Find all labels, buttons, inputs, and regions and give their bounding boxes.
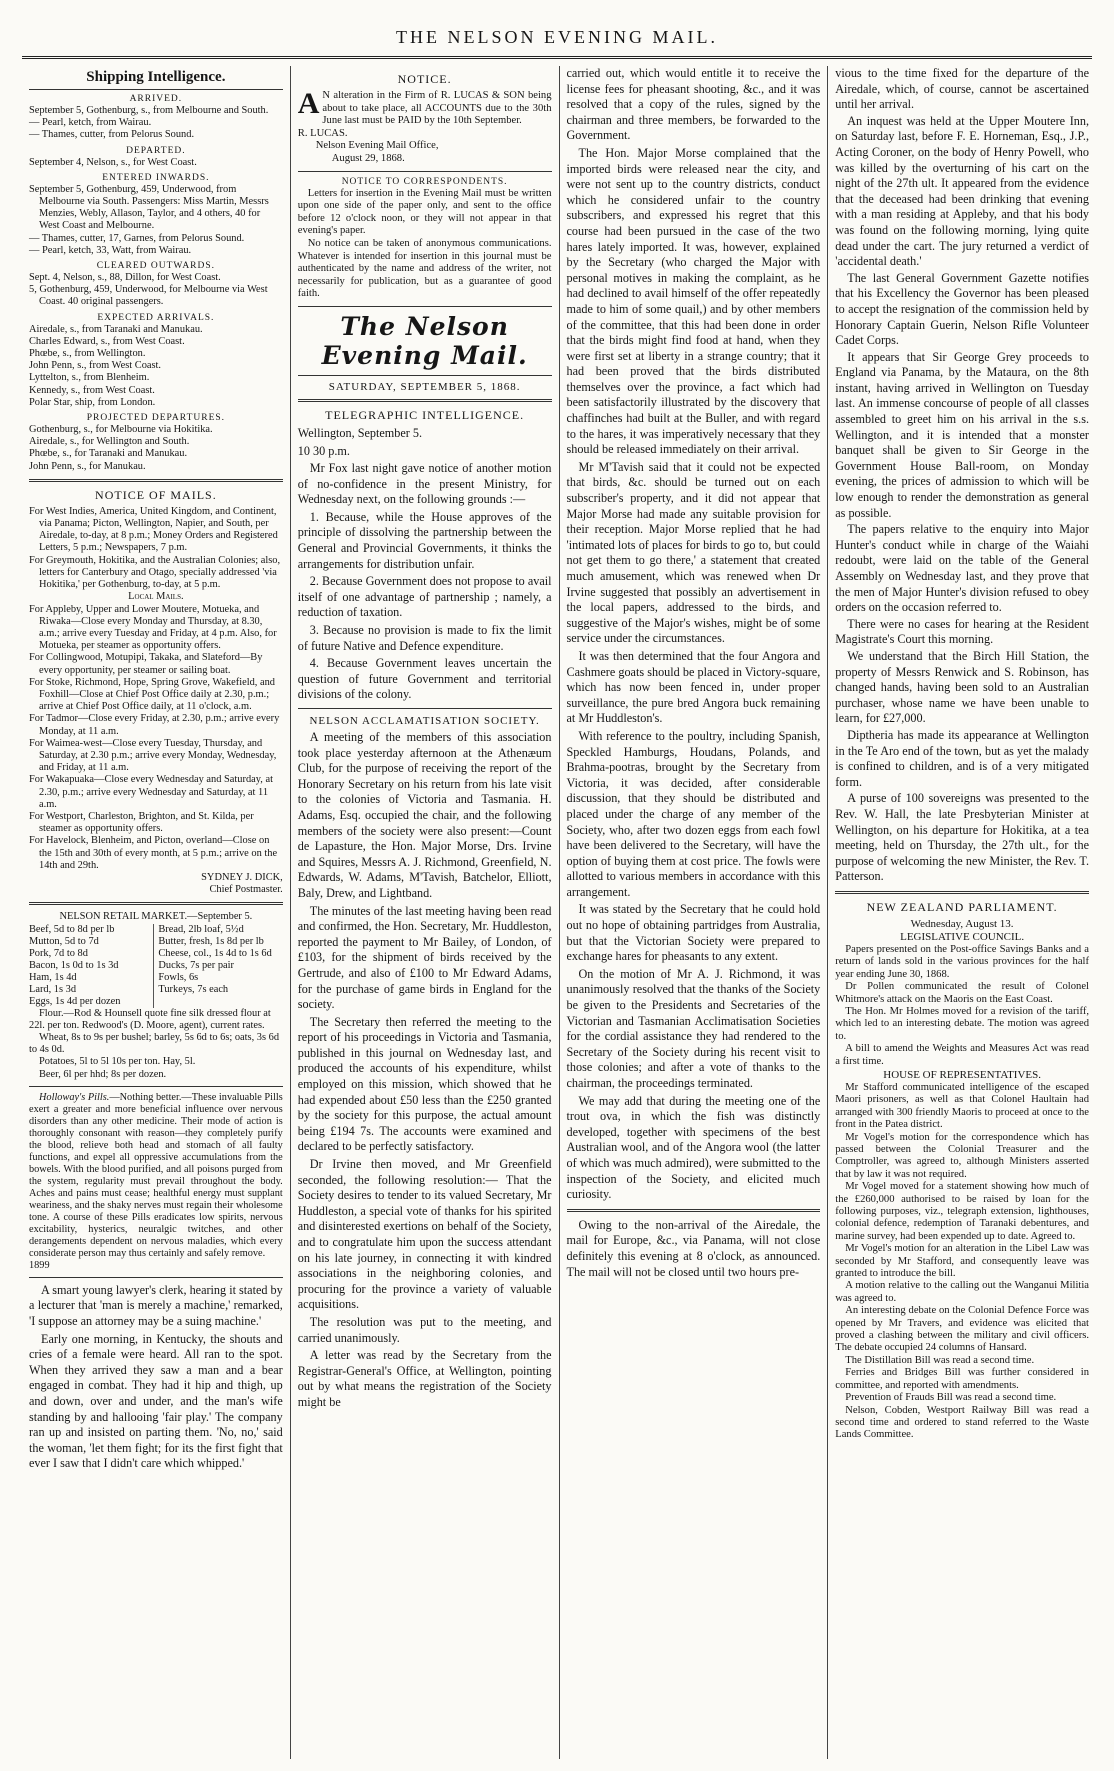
market-item: Ham, 1s 4d bbox=[29, 971, 77, 983]
paragraph: Letters for insertion in the Evening Mail must be written upon one side of the paper only, and sent to the office before 12 o'clock noon, or they will not appear in that evening's paper. bbox=[297, 187, 552, 237]
list-item: For Stoke, Richmond, Hope, Spring Grove, Wakefield, and Foxhill—Close at Chief Post Office daily at 2.30, p.m.; arrive at Chief Post Office daily, at 11 o'clock, a.m. bbox=[29, 676, 276, 713]
paragraph: A motion relative to the calling out the Wanganui Militia was agreed to. bbox=[835, 1280, 1089, 1304]
paragraph: No notice can be taken of anonymous communications. Whatever is intended for insertion in this journal must be authenticated by the name and address of the writer, not necessarily for publication, but as a guarantee of good faith. bbox=[297, 237, 552, 300]
telegraphic-time: 10 30 p.m. bbox=[297, 443, 350, 458]
list-item: For Appleby, Upper and Lower Moutere, Motueka, and Riwaka—Close every Monday and Thursday, at 8.30, a.m.; arrive every Tuesday and Friday, at 4 p.m. Also, for Motueka, per steamer as opportunity offers. bbox=[29, 603, 277, 652]
list-item: For Tadmor—Close every Friday, at 2.30, p.m.; arrive every Monday, at 11 a.m. bbox=[29, 713, 280, 737]
telegraphic-place: Wellington, September 5. bbox=[297, 425, 423, 440]
market-item: Lard, 1s 3d bbox=[29, 983, 77, 995]
market-item: Mutton, 5d to 7d bbox=[29, 935, 99, 947]
correspondents-title: NOTICE TO CORRESPONDENTS. bbox=[341, 176, 508, 187]
paragraph: It was stated by the Secretary that he could hold out no hope of obtaining partridges from Australia, but that the Victorian Society were prepared to exchange hares for pheasants to any extent. bbox=[566, 902, 821, 964]
local-mails-heading: Local Mails. bbox=[128, 591, 184, 603]
paragraph: The Distillation Bill was read a second time. bbox=[845, 1354, 1035, 1366]
column-2 bbox=[290, 66, 559, 1759]
paragraph: Prevention of Frauds Bill was read a second time. bbox=[845, 1392, 1057, 1404]
list-item: Phœbe, s., from Wellington. bbox=[29, 348, 146, 360]
masthead-rule bbox=[22, 56, 1092, 59]
paragraph: Dr Irvine then moved, and Mr Greenfield seconded, the following resolution:— That the Society desires to tender to its valued Secretary, Mr Huddleston, a special vote of thanks for his spirited and disinterested exertions on behalf of the Society, and to congratulate him upon the success attendant on his late journey, in connecting it with kindred associations in the neighboring colonies, and procuring for the province a variety of valuable acquisitions. bbox=[297, 1157, 552, 1312]
market-item: Ducks, 7s per pair bbox=[158, 959, 234, 971]
divider bbox=[298, 171, 552, 172]
divider bbox=[835, 891, 1089, 894]
market-table bbox=[29, 924, 283, 1008]
paragraph: Ferries and Bridges Bill was further considered in committee, and reported with amendments. bbox=[835, 1367, 1089, 1391]
paragraph: A bill to amend the Weights and Measures Act was read a first time. bbox=[835, 1043, 1089, 1067]
telegraphic-title: TELEGRAPHIC INTELLIGENCE. bbox=[325, 407, 525, 422]
column-3 bbox=[559, 66, 828, 1759]
paragraph: There were no cases for hearing at the Resident Magistrate's Court this morning. bbox=[835, 616, 1089, 647]
paragraph: The resolution was put to the meeting, and carried unanimously. bbox=[297, 1314, 552, 1345]
departed-heading: DEPARTED. bbox=[126, 145, 186, 156]
divider bbox=[29, 1086, 283, 1087]
notice-box bbox=[297, 87, 552, 166]
list-item: For Havelock, Blenheim, and Picton, overland—Close on the 15th and 30th of every month, at 5 p.m.; arrive on the 14th and 29th. bbox=[29, 835, 278, 871]
projected-heading: PROJECTED DEPARTURES. bbox=[86, 413, 226, 424]
market-item: Bread, 2lb loaf, 5½d bbox=[158, 923, 244, 935]
notice-text: N alteration in the Firm of R. LUCAS & SON being about to take place, all ACCOUNTS due to the 30th June last must be PAID by the 10th September. bbox=[322, 90, 552, 127]
paragraph: A smart young lawyer's clerk, hearing it stated by a lecturer that 'man is merely a machine,' remarked, 'I suppose an attorney may be a suing machine.' bbox=[29, 1282, 283, 1328]
parliament-date: Wednesday, August 13. bbox=[910, 917, 1014, 930]
paragraph: Nelson, Cobden, Westport Railway Bill was read a second time and ordered to stand referred to the Waste Lands Committee. bbox=[835, 1404, 1089, 1441]
market-item: Turkeys, 7s each bbox=[158, 983, 229, 995]
list-item: Charles Edward, s., from West Coast. bbox=[29, 335, 185, 347]
market-col-left bbox=[29, 924, 153, 1008]
paragraph: The minutes of the last meeting having been read and confirmed, the Hon. Secretary, Mr. Huddleston, reported the payment to Mr Bailey, of London, of £103, for the shipment of birds received by the Gertrude, and also of £100 to Mr Edward Adams, for the purchase of game birds in England for the society. bbox=[297, 903, 552, 1012]
acclim-body-1 bbox=[298, 730, 552, 1411]
divider bbox=[29, 1277, 283, 1278]
paragraph: Dr Pollen communicated the result of Colonel Whitmore's attack on the Maoris on the East Coast. bbox=[835, 981, 1089, 1005]
arrived-heading: ARRIVED. bbox=[129, 94, 183, 104]
paragraph: The Hon. Major Morse complained that the imported birds were released near the city, and were not sent up to the country districts, conduct which he considered unfair to the country subscribers, and expressed his regret that this course had been pursued in the case of the two hares lately imported. It was, however, explained by the Secretary (who charged the Major with personal motives in making the complaint, as he had declined to avail himself of the offer repeatedly made to him of some quail,) and by other members of the committee, that this had been done in order that the birds might find food at hand, when they were first set at liberty in a strange country; that it had been proved that the birds distributed themselves over the province, a fact which had been satisfactorily illustrated by the discovery that chaffinches had built at the Buller, and with regard to the hares, it was imperatively necessary that they should be released immediately on their arrival. bbox=[566, 145, 821, 457]
holloway-title: Holloway's Pills. bbox=[39, 1091, 110, 1103]
divider bbox=[298, 306, 552, 307]
paragraph: Mr Vogel's motion for the correspondence which has passed between the Colonial Treasurer and the Comptroller, was agreed to, although Ministers asserted that by law it was not required. bbox=[835, 1131, 1089, 1180]
paragraph: Papers presented on the Post-office Savings Banks and a return of lands sold in the various provinces for the half year ending June 30, 1868. bbox=[835, 943, 1089, 980]
arrived-list bbox=[29, 105, 283, 142]
paragraph: 2. Because Government does not propose to avail itself of one advantage of partnership ; namely, a reduction of taxation. bbox=[297, 574, 552, 620]
masthead: THE NELSON EVENING MAIL. bbox=[396, 27, 718, 47]
list-item: For Collingwood, Motupipi, Takaka, and Slateford—By every opportunity, per steamer or sailing boat. bbox=[29, 652, 263, 676]
market-item: Eggs, 1s 4d per dozen bbox=[29, 995, 121, 1007]
notice-date: August 29, 1868. bbox=[331, 152, 405, 164]
divider bbox=[298, 708, 552, 709]
market-item: Butter, fresh, 1s 8d per lb bbox=[158, 935, 264, 947]
paragraph: Mr Vogel's motion for an alteration in the Libel Law was seconded by Mr Stafford, and consequently leave was granted to introduce the bill. bbox=[835, 1243, 1089, 1280]
postmaster-signature: SYDNEY J. DICK, bbox=[201, 871, 283, 883]
paragraph: Early one morning, in Kentucky, the shouts and cries of a female were heard. All ran to the spot. When they arrived they saw a man and a bear engaged in combat. They had it hip and thigh, up and down, over and under, and the man's wife standing by and hallooing 'fair play.' The company ran up and insisted on parting them. 'No, no,' said the woman, 'let them fight; for its the first fight that ever I saw that I didn't care which whipped.' bbox=[29, 1331, 283, 1471]
paragraph: An inquest was held at the Upper Moutere Inn, on Saturday last, before F. E. Horneman, Esq., J.P., Acting Coroner, on the body of Henry Powell, who was killed by the overturning of his cart on the night of the 27th ult. It appeared from the evidence that the deceased had been drinking that evening with a man residing at Appleby, and that his body was found on the following morning, lying quite dead under the cart. The jury returned a verdict of 'accidental death.' bbox=[835, 113, 1089, 269]
council-heading: LEGISLATIVE COUNCIL. bbox=[900, 930, 1025, 943]
telegraphic-body bbox=[298, 426, 552, 703]
market-item: Bacon, 1s 0d to 1s 3d bbox=[29, 959, 119, 971]
list-item: For Westport, Charleston, Brighton, and St. Kilda, per steamer as opportunity offers. bbox=[29, 810, 254, 835]
market-note: Potatoes, 5l to 5l 10s per ton. Hay, 5l. bbox=[39, 1056, 196, 1068]
paragraph: A meeting of the members of this association took place yesterday afternoon at the Athenæum Club, for the purpose of receiving the report of the Honorary Secretary on his return from his late visit to the colonies of Victoria and Tasmania. H. Adams, Esq. occupied the chair, and the following members of the society were also present:—Count de Lapasture, the Hon. Major Morse, Drs. Irvine and Squires, Messrs A. J. Richmond, Greenfield, N. Edwards, W. Adams, M'Tavish, Batchelor, Elliott, Baly, Drew, and Lightband. bbox=[297, 730, 552, 900]
divider bbox=[298, 375, 552, 376]
list-item: Lyttelton, s., from Blenheim. bbox=[29, 372, 150, 384]
market-col-right bbox=[153, 924, 282, 1008]
correspondents-notice bbox=[298, 188, 552, 301]
paragraph: We may add that during the meeting one of the trout ova, in which the fish was distinctly developed, together with specimens of the best Australian wool, and of the Angora wool (the latter of which was much admired), were submitted to the inspection of the Society, and elicited much curiosity. bbox=[566, 1093, 821, 1202]
airedale-notice bbox=[567, 1218, 821, 1280]
paragraph: 4. Because Government leaves uncertain the question of future Government and territorial divisions of the colony. bbox=[297, 656, 552, 702]
list-item: — Pearl, ketch, from Wairau. bbox=[29, 117, 152, 129]
paragraph: The Secretary then referred the meeting to the report of his proceedings in Victoria and Tasmania, published in this journal on Wednesday last, and produced the accounts of his expenditure, whilst employed on this mission, which showed that he had expended about £50 less than the £250 granted by the society for this purpose, the actual amount being £194 7s. The accounts were examined and declared to be perfectly satisfactory. bbox=[297, 1014, 552, 1154]
cleared-heading: CLEARED OUTWARDS. bbox=[96, 261, 216, 272]
paragraph: A purse of 100 sovereigns was presented to the Rev. W. Hall, the late Presbyterian Minister at Wellington, on his departure for Hokitika, at a tea meeting, held on Thursday, the 27th ult., for the purpose of welcoming the new Minister, the Rev. T. Patterson. bbox=[835, 791, 1089, 884]
list-item: — Pearl, ketch, 33, Watt, from Wairau. bbox=[29, 244, 192, 256]
postmaster-title: Chief Postmaster. bbox=[209, 884, 283, 896]
list-item: For Waimea-west—Close every Tuesday, Thursday, and Saturday, at 2.30 p.m.; arrive every Monday, Wednesday, and Friday, at 11 a.m. bbox=[29, 737, 277, 774]
expected-heading: EXPECTED ARRIVALS. bbox=[97, 312, 215, 323]
paragraph: Owing to the non-arrival of the Airedale, the mail for Europe, &c., via Panama, will not close definitely this evening at 8 o'clock, as announced. The mail will not be closed until two hours pre- bbox=[566, 1217, 821, 1279]
holloway-text: —Nothing better.—These invaluable Pills exert a greater and more beneficial influence over nervous disorders than any other medicine. Their mode of action is thoroughly consonant with reason—they completely purify the blood, relieve both head and stomach of all faulty functions, and expel all oppressive accumulations from the bowels. With the blood purified, and all poisons purged from the system, regularity must prevail throughout the body. Aches and pains must cease; healthful energy must supplant weariness, and the shaky nerves must regain their wholesome tone. A course of these Pills eradicates low spirits, nervous excitability, hysterics, neuralgic twitches, and other derangements dependent on nervous maladies, which every considerate person may thus certainly and safely remove. bbox=[29, 1091, 283, 1259]
market-note: Flour.—Rod & Hounsell quote fine silk dressed flour at 22l. per ton. Redwood's (D. Moore, agent), current rates. bbox=[29, 1007, 271, 1031]
paragraph: An interesting debate on the Colonial Defence Force was opened by Mr Travers, and evidence was elicited that proved a clashing between the military and civil officers. The debate occupied 24 columns of Hansard. bbox=[835, 1305, 1089, 1354]
market-item: Fowls, 6s bbox=[158, 971, 199, 983]
anecdotes bbox=[29, 1283, 283, 1472]
dateline: SATURDAY, SEPTEMBER 5, 1868. bbox=[328, 380, 521, 393]
paragraph: Diptheria has made its appearance at Wellington in the Te Aro end of the town, but as yet the malady is confined to children, and is of a very mitigated form. bbox=[835, 727, 1089, 789]
divider bbox=[29, 479, 283, 482]
list-item: John Penn, s., for Manukau. bbox=[29, 460, 146, 472]
list-item: Airedale, s., for Wellington and South. bbox=[29, 436, 190, 448]
paragraph: Mr Stafford communicated intelligence of the escaped Maori prisoners, as well as that Colonel Haultain had arranged with 300 friendly Maoris to proceed at once to the front in the Patea district. bbox=[835, 1081, 1089, 1131]
market-note: Beer, 6l per hhd; 8s per dozen. bbox=[39, 1068, 167, 1080]
paragraph: carried out, which would entitle it to receive the license fees for pheasant shooting, &c., and it was resolved that a copy of the rules, signed by the chairman and three members, be forwarded to the Government. bbox=[566, 66, 821, 143]
list-item: September 5, Gothenburg, 459, Underwood, from Melbourne via South. Passengers: Miss Martin, Messrs Menzies, Webly, Allason, Taylor, and 4 others, 40 for West Coast and Melbourne. bbox=[29, 183, 269, 232]
list-item: Kennedy, s., from West Coast. bbox=[29, 384, 155, 396]
market-item: Cheese, col., 1s 4d to 1s 6d bbox=[158, 947, 272, 959]
divider bbox=[29, 902, 283, 905]
list-item: 5, Gothenburg, 459, Underwood, for Melbourne via West Coast. 40 original passengers. bbox=[29, 284, 268, 308]
divider bbox=[567, 1209, 821, 1212]
holloway-ad bbox=[29, 1092, 283, 1272]
notice-office: Nelson Evening Mail Office, bbox=[315, 140, 439, 152]
list-item: — Thames, cutter, 17, Garnes, from Pelorus Sound. bbox=[29, 232, 245, 244]
paragraph: 3. Because no provision is made to fix the limit of future Native and Defence expenditure. bbox=[297, 623, 552, 653]
holloway-code: 1899 bbox=[29, 1259, 50, 1271]
paragraph: It was then determined that the four Angora and Cashmere goats should be placed in Victory-square, which has now been fenced in, under proper surveillance, the pure bred Angora buck remaining at Mr Huddleston's. bbox=[566, 648, 821, 726]
paragraph: Mr M'Tavish said that it could not be expected that birds, &c. should be turned out on each subscriber's property, and it did not appear that Major Morse had made any suitable provision for their reception. Major Morse replied that he had 'intimated lots of places for birds to go to, but could not get them to go there,' a statement that created much amusement, which was renewed when Dr Irvine suggested that possibly an advertisement in the local papers, addressed to the birds, and suggestive of the Major's wishes, might be of some service under the circumstances. bbox=[566, 459, 821, 646]
divider bbox=[298, 399, 552, 402]
acclim-title: NELSON ACCLAMATISATION SOCIETY. bbox=[309, 715, 540, 727]
list-item: For Greymouth, Hokitika, and the Australian Colonies; also, letters for Canterbury and Otago, specially addressed 'via Hokitika,' per Gothenburg, to-day, at 5 p.m. bbox=[29, 554, 281, 591]
list-item: Phœbe, s., for Taranaki and Manukau. bbox=[29, 448, 188, 460]
list-item: For Wakapuaka—Close every Wednesday and Saturday, at 2.30, p.m.; arrive every Wednesday and Saturday, at 11 a.m. bbox=[29, 774, 273, 810]
entered-heading: ENTERED INWARDS. bbox=[102, 172, 210, 183]
paragraph: It appears that Sir George Grey proceeds to England via Panama, by the Mataura, on the 8th instant, having arrived in Wellington on Tuesday last. An immense concourse of people of all classes assembled to greet him on his arrival in the s.s. Wellington, and it is intended that a monster banquet shall be given to Sir George in the Government House Ball-room, on Monday evening, the prices of admission to which will be low enough to render the demonstration as general as possible. bbox=[835, 349, 1089, 520]
list-item: September 4, Nelson, s., for West Coast. bbox=[29, 156, 197, 168]
column-4 bbox=[827, 66, 1096, 1759]
notice-title: NOTICE. bbox=[397, 72, 452, 86]
list-item: Polar Star, ship, from London. bbox=[29, 396, 156, 408]
paragraph: vious to the time fixed for the departure of the Airedale, which, of course, cannot be ascertained until her arrival. bbox=[835, 66, 1089, 112]
paragraph: The last General Government Gazette notifies that his Excellency the Governor has been pleased to accept the resignation of the commission held by Honorary Captain Guerin, Nelson Rifle Volunteer Cadet Corps. bbox=[835, 270, 1089, 348]
paragraph: With reference to the poultry, including Spanish, Speckled Hamburgs, Houdans, Polands, and Brahma-pootras, brought by the Secretary from Victoria, it was decided, after considerable discussion, that they should be distributed and placed under the charge of any member of the Society, who, after two dozen eggs from each fowl have been delivered to the Secretary, will have the option of buying them at cost price. The fowls were allotted to various members in accordance with this arrangement. bbox=[566, 728, 821, 899]
house-heading: HOUSE OF REPRESENTATIVES. bbox=[883, 1068, 1041, 1081]
notice-dropcap: A bbox=[297, 87, 320, 120]
paragraph: A letter was read by the Secretary from the Registrar-General's Office, at Wellington, pointing out by what means the registration of the Society might be bbox=[297, 1348, 552, 1409]
list-item: — Thames, cutter, from Pelorus Sound. bbox=[29, 129, 195, 141]
paragraph: Mr Vogel moved for a statement showing how much of the £260,000 authorised to be raised by loan for the following purposes, viz., telegraph extension, lighthouses, colonial defence, redemption of Taranaki debentures, and marine survey, had been expended up to date. Agreed to. bbox=[835, 1181, 1089, 1242]
columns bbox=[22, 66, 1096, 1759]
shipping-title: Shipping Intelligence. bbox=[29, 69, 283, 90]
paragraph: Mr Fox last night gave notice of another motion of no-confidence in the present Ministry, for Wednesday next, on the following grounds :— bbox=[297, 461, 552, 507]
paragraph: The papers relative to the enquiry into Major Hunter's conduct while in charge of the Waiahi redoubt, were laid on the table of the General Assembly on Wednesday last, and they prove that the men of Major Hunter's division refused to obey orders on the occasion referred to. bbox=[835, 522, 1089, 615]
local-news bbox=[835, 66, 1089, 885]
mails-title: NOTICE OF MAILS. bbox=[95, 487, 217, 502]
paragraph: We understand that the Birch Hill Station, the property of Messrs Renwick and S. Robinson, has changed hands, having been sold to an Australian purchaser, whose name we have been unable to learn, for £27,000. bbox=[835, 648, 1089, 726]
list-item: Sept. 4, Nelson, s., 88, Dillon, for West Coast. bbox=[29, 272, 221, 284]
nameplate: The Nelson Evening Mail. bbox=[321, 311, 528, 370]
paragraph: The Hon. Mr Holmes moved for a revision of the tariff, which led to an interesting debate. The motion was agreed to. bbox=[835, 1005, 1089, 1042]
paragraph: 1. Because, while the House approves of the principle of dissolving the partnership between the General and Provincial Governments, it thinks the arrangements for distribution unfair. bbox=[297, 509, 552, 571]
list-item: Gothenburg, s., for Melbourne via Hokitika. bbox=[29, 424, 213, 436]
list-item: For West Indies, America, United Kingdom, and Continent, via Panama; Picton, Wellington, Napier, and South, per Airedale, to-day, at 8 p.m.; Money Orders and Registered Letters, 5 p.m.; Newspapers, 7 p.m. bbox=[29, 505, 278, 554]
list-item: Airedale, s., from Taranaki and Manukau. bbox=[29, 323, 203, 335]
acclim-body-2 bbox=[567, 66, 821, 1203]
parliament-title: NEW ZEALAND PARLIAMENT. bbox=[866, 899, 1058, 914]
list-item: September 5, Gothenburg, s., from Melbourne and South. bbox=[29, 105, 269, 116]
column-1 bbox=[22, 66, 290, 1759]
market-title: NELSON RETAIL MARKET.—September 5. bbox=[59, 911, 253, 923]
market-note: Wheat, 8s to 9s per bushel; barley, 5s 6d to 6s; oats, 3s 6d to 4s 0d. bbox=[29, 1031, 280, 1056]
market-item: Pork, 7d to 8d bbox=[29, 947, 88, 959]
list-item: John Penn, s., from West Coast. bbox=[29, 360, 162, 372]
notice-signed: R. LUCAS. bbox=[297, 127, 348, 139]
market-item: Beef, 5d to 8d per lb bbox=[29, 923, 115, 935]
paragraph: On the motion of Mr A. J. Richmond, it was unanimously resolved that the thanks of the Society be given to the Presidents and Secretaries of the Victorian and Tasmanian Acclimatisation Societies for the cordial assistance they had rendered to the Secretary of the Society during his recent visit to those colonies; and after a vote of thanks to the chairman, the proceedings terminated. bbox=[566, 966, 821, 1090]
